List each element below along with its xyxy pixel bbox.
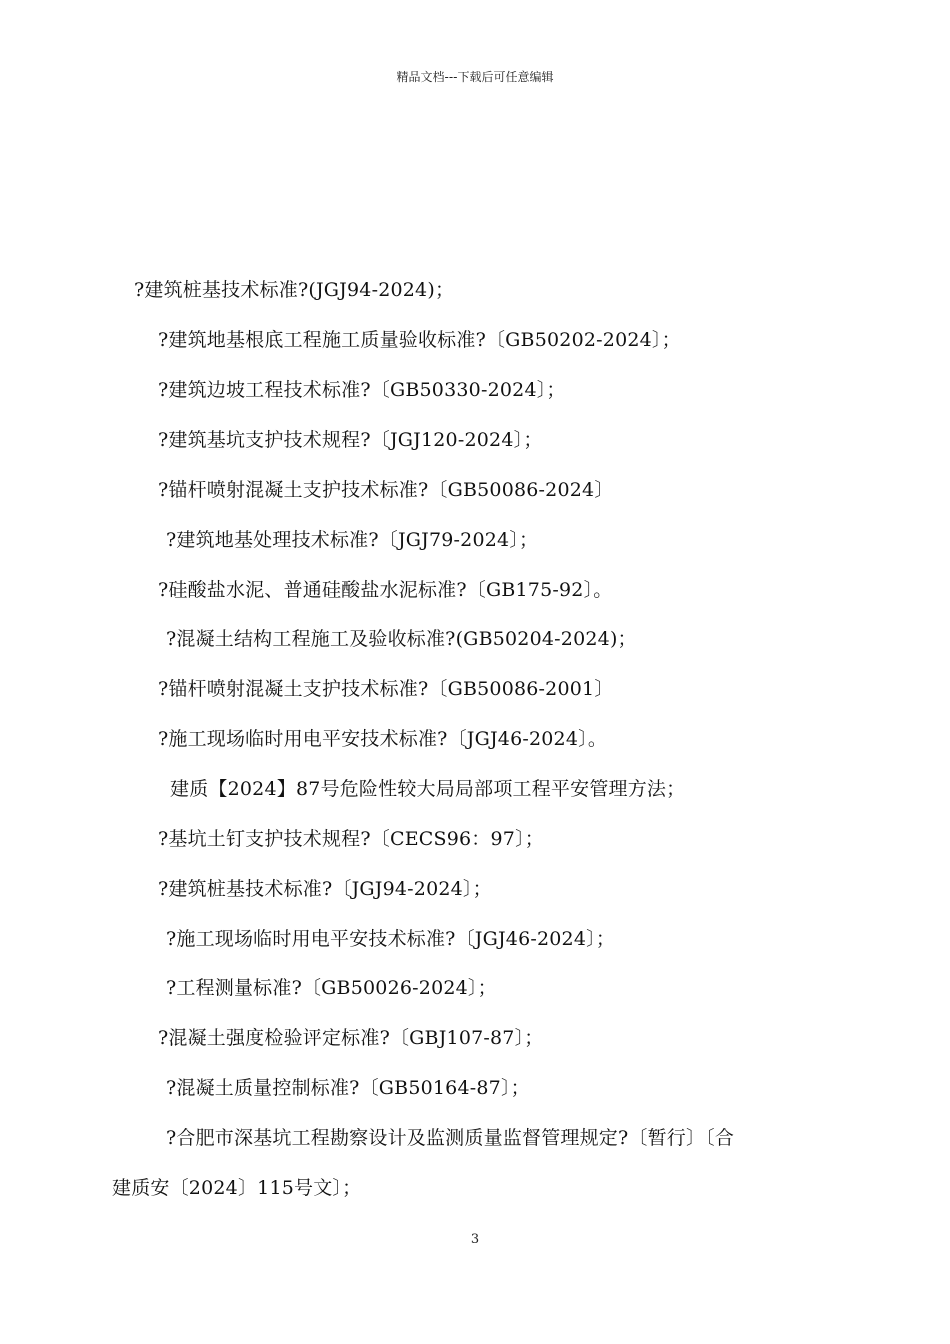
reference-line: ?建筑桩基技术标准?(JGJ94-2024)； xyxy=(134,279,455,301)
reference-line: ?建筑桩基技术标准?〔JGJ94-2024〕； xyxy=(158,878,492,900)
reference-line: ?施工现场临时用电平安技术标准?〔JGJ46-2024〕。 xyxy=(158,728,608,750)
reference-line: 建质【2024】87号危险性较大局局部项工程平安管理方法； xyxy=(170,778,686,800)
page-header: 精品文档---下载后可任意编辑 xyxy=(396,70,554,84)
reference-line: ?混凝土质量控制标准?〔GB50164-87〕； xyxy=(166,1077,530,1099)
reference-line: ?建筑边坡工程技术标准?〔GB50330-2024〕； xyxy=(158,379,566,401)
reference-line: ?建筑地基处理技术标准?〔JGJ79-2024〕； xyxy=(166,529,539,551)
reference-line: 建质安〔2024〕115号文〕； xyxy=(112,1177,362,1199)
reference-line: ?混凝土结构工程施工及验收标准?(GB50204-2024)； xyxy=(166,628,637,650)
reference-line: ?锚杆喷射混凝土支护技术标准?〔GB50086-2001〕 xyxy=(158,678,614,700)
reference-line: ?施工现场临时用电平安技术标准?〔JGJ46-2024〕； xyxy=(166,928,616,950)
reference-line: ?合肥市深基坑工程勘察设计及监测质量监督管理规定?〔暂行〕〔合 xyxy=(166,1127,735,1149)
reference-line: ?混凝土强度检验评定标准?〔GBJ107-87〕； xyxy=(158,1027,544,1049)
page-number: 3 xyxy=(470,1232,480,1247)
reference-line: ?硅酸盐水泥、普通硅酸盐水泥标准?〔GB175-92〕。 xyxy=(158,579,613,601)
reference-line: ?建筑基坑支护技术规程?〔JGJ120-2024〕； xyxy=(158,429,543,451)
reference-line: ?建筑地基根底工程施工质量验收标准?〔GB50202-2024〕； xyxy=(158,329,681,351)
reference-line: ?锚杆喷射混凝土支护技术标准?〔GB50086-2024〕 xyxy=(158,479,614,501)
reference-line: ?基坑土钉支护技术规程?〔CECS96：97〕； xyxy=(158,828,544,850)
reference-line: ?工程测量标准?〔GB50026-2024〕； xyxy=(166,977,497,999)
